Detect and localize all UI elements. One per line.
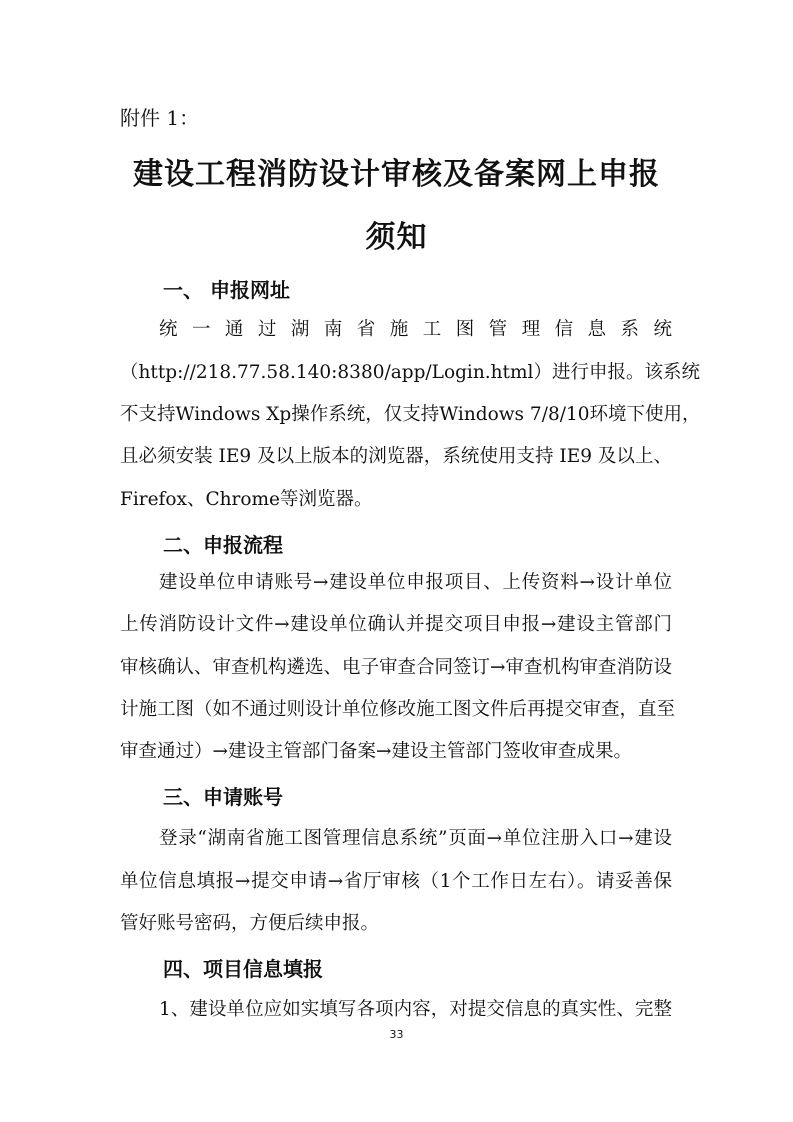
paragraph-line: 建设单位申请账号→建设单位申报项目、上传资料→设计单位 [159,572,672,593]
section-heading-1: 一、 申报网址 [163,278,290,302]
section-heading-3: 三、申请账号 [163,785,283,809]
page-number: 33 [389,1028,404,1041]
paragraph-line: Firefox、Chrome等浏览器。 [120,489,373,510]
section-heading-2: 二、申报流程 [163,533,283,557]
paragraph-line: 计施工图（如不通过则设计单位修改施工图文件后再提交审查，直至 [120,699,676,720]
document-title-line2: 须知 [365,220,428,255]
paragraph-line: 1、建设单位应如实填写各项内容，对提交信息的真实性、完整 [159,999,672,1020]
paragraph-line: 且必须安装 IE9 及以上版本的浏览器，系统使用支持 IE9 及以上、 [120,446,672,467]
attachment-label: 附件 1： [120,106,200,130]
paragraph-line: 统一通过湖南省施工图管理信息系统 [159,319,672,340]
paragraph-line: 单位信息填报→提交申请→省厅审核（1个工作日左右）。请妥善保 [120,871,672,892]
paragraph-line: 审查通过）→建设主管部门备案→建设主管部门签收审查成果。 [120,741,633,762]
paragraph-line: 上传消防设计文件→建设单位确认并提交项目申报→建设主管部门 [120,614,672,635]
paragraph-line: 审核确认、审查机构遴选、电子审查合同签订→审查机构审查消防设 [120,657,673,678]
paragraph-line: （http://218.77.58.140:8380/app/Login.html）进行申报。该系统 [120,362,700,383]
paragraph-line: 管好账号密码，方便后续申报。 [120,913,380,934]
paragraph-line: 不支持Windows Xp操作系统，仅支持Windows 7/8/10环境下使用， [120,404,701,425]
section-heading-4: 四、项目信息填报 [163,957,323,981]
paragraph-line: 登录“湖南省施工图管理信息系统”页面→单位注册入口→建设 [159,828,672,849]
document-title-line1: 建设工程消防设计审核及备案网上申报 [133,157,660,192]
